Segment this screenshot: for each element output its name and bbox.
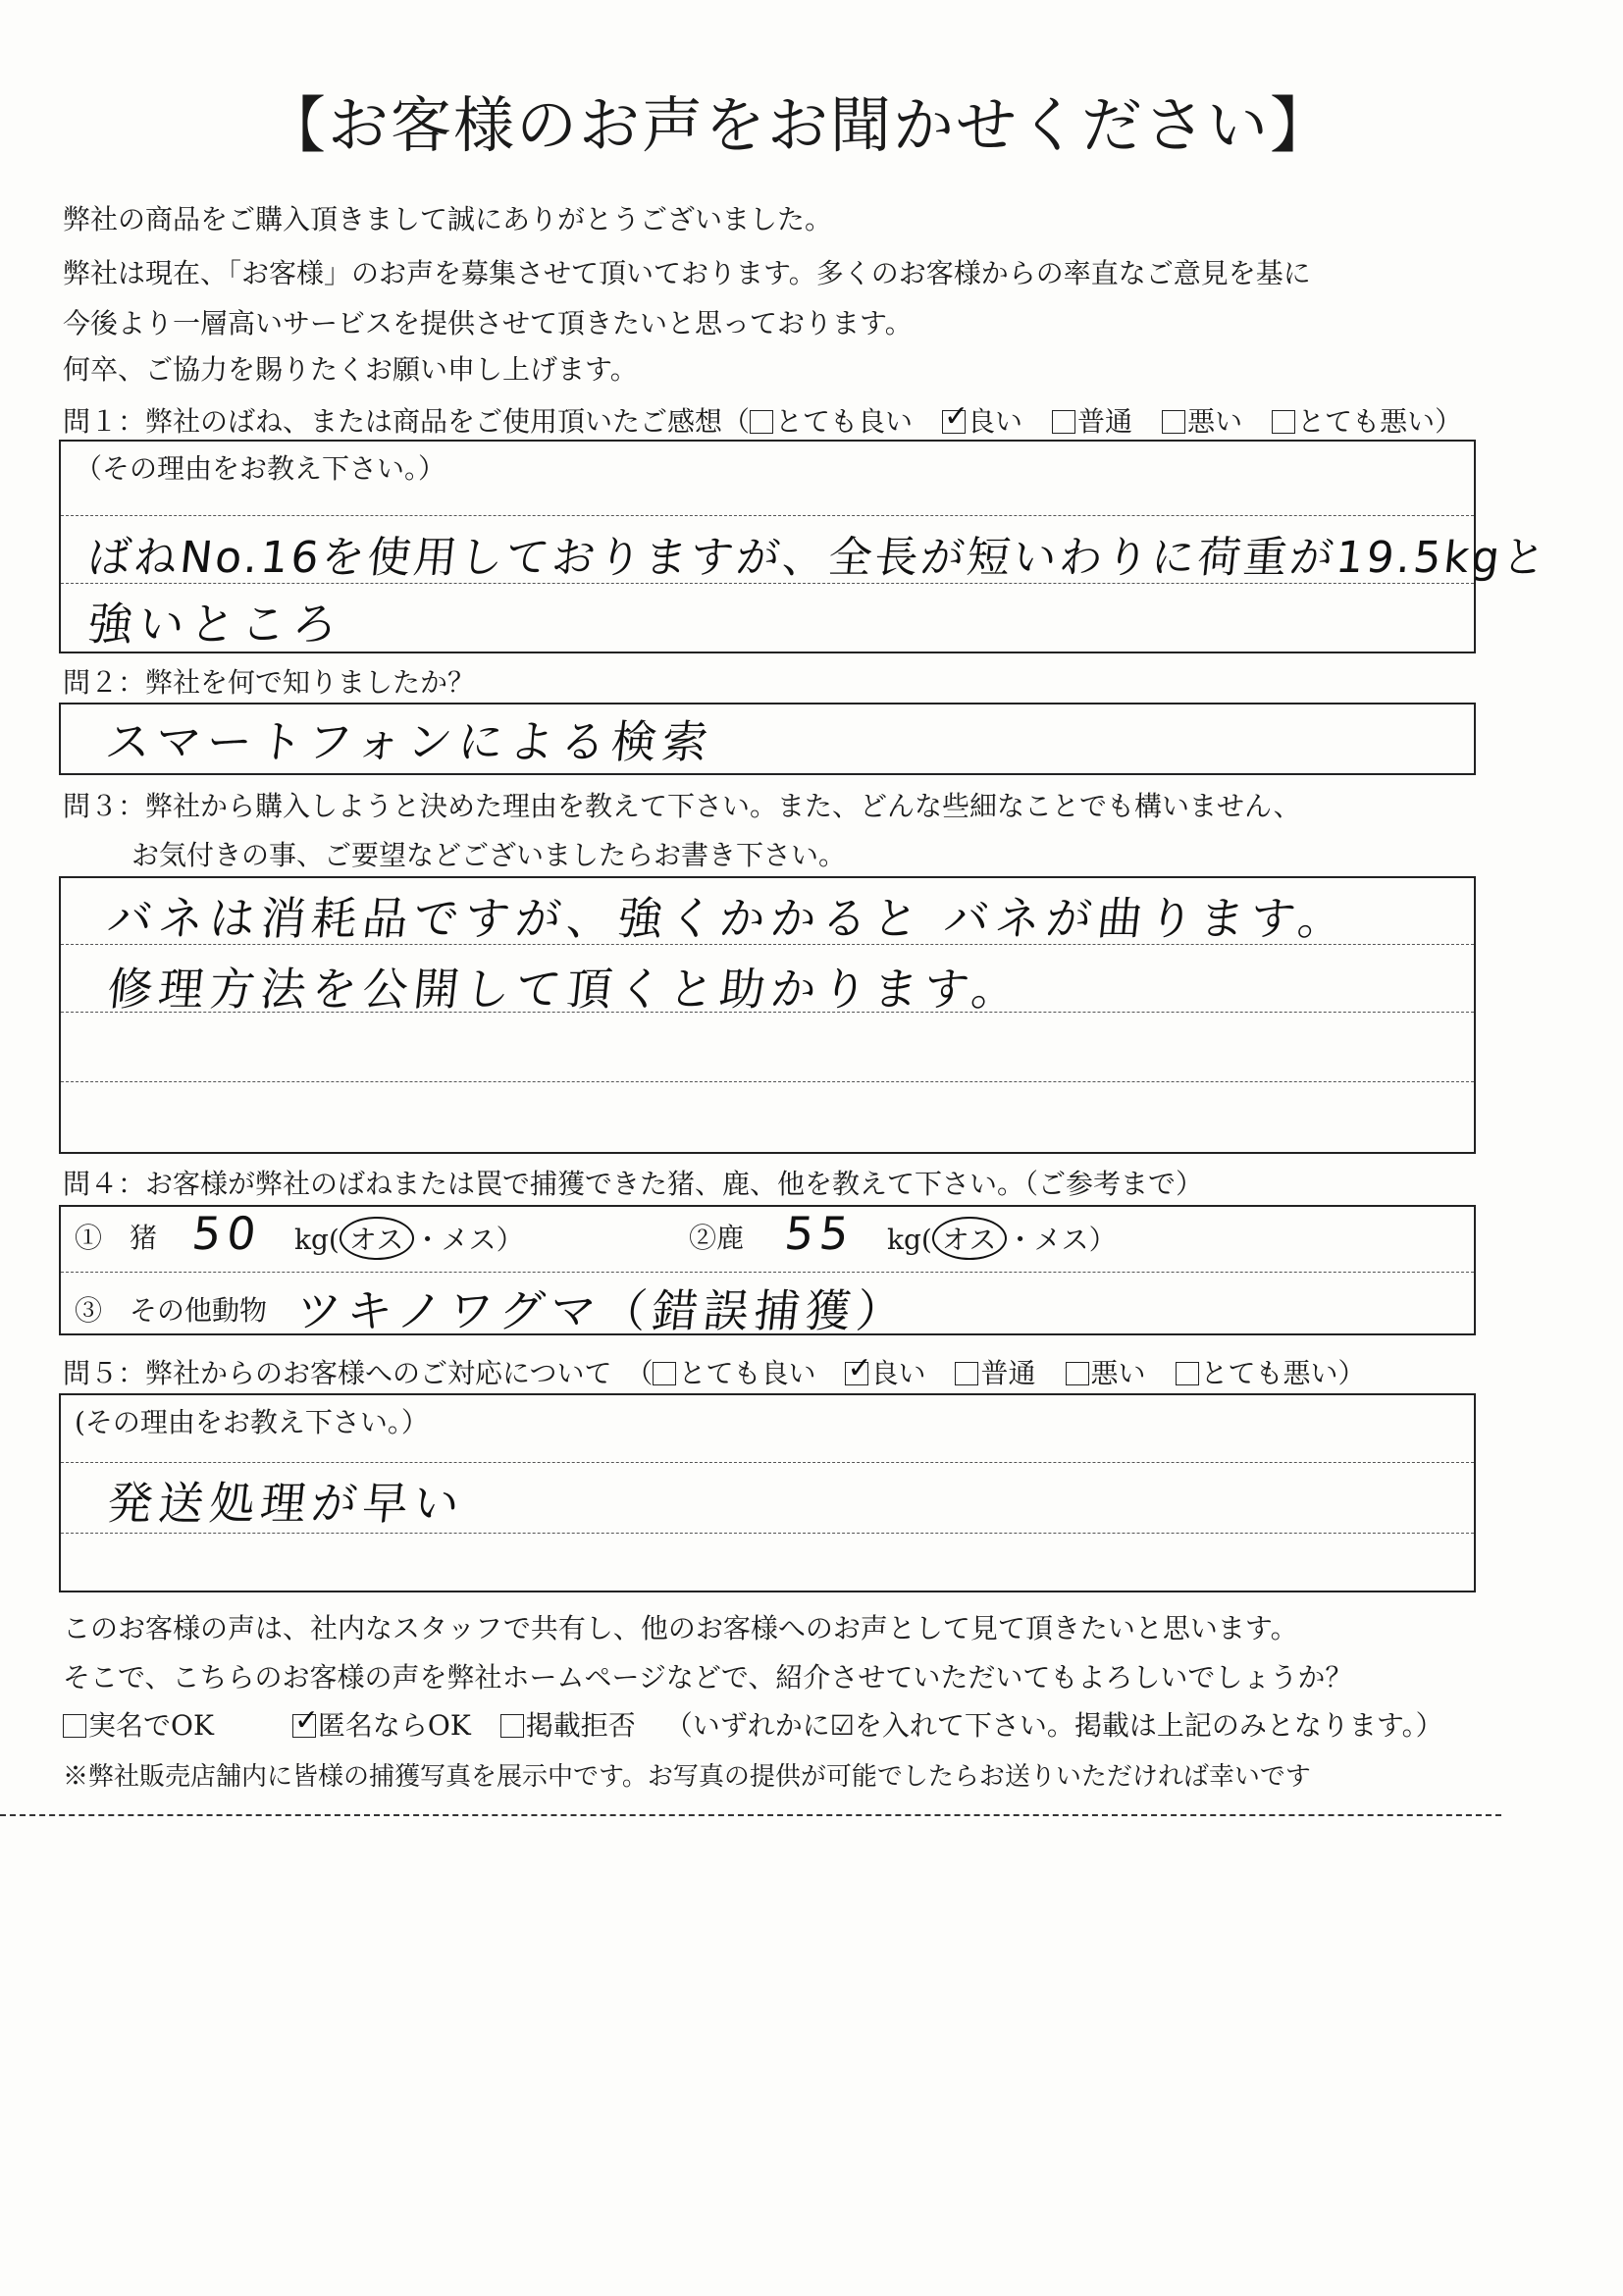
q4-label: 問４：お客様が弊社のばねまたは罠で捕獲できた猪、鹿、他を教えて下さい。（ご参考まで） [63, 1168, 1204, 1200]
answer-rule [61, 1462, 1474, 1463]
q5-option-very-good[interactable]: とても良い [653, 1357, 815, 1389]
answer-rule [61, 515, 1474, 516]
q4-deer-label: ②鹿 [689, 1222, 745, 1254]
q1-answer-line-1[interactable]: ばねNo.16を使用しておりますが、全長が短いわりに荷重が19.5kgと [84, 533, 1551, 583]
publish-note: （いずれかに☑を入れて下さい。掲載は上記のみとなります。） [664, 1709, 1443, 1742]
checkbox-icon[interactable] [1176, 1362, 1199, 1385]
q1-option-very-good[interactable]: とても良い [750, 405, 913, 438]
q3-answer-line-1[interactable]: バネは消耗品ですが、強くかかると バネが曲ります。 [104, 892, 1352, 945]
q1-label: 問１：弊社のばね、または商品をご使用頂いたご感想（ とても良い✓ 良い 普通 悪い とても悪い） [63, 400, 1462, 440]
q4-other-answer[interactable]: ツキノワグマ（錯誤捕獲） [292, 1284, 911, 1337]
answer-rule [61, 1272, 1474, 1273]
checkbox-icon[interactable] [63, 1714, 86, 1738]
q4-boar-row: ① 猪 [75, 1222, 158, 1254]
q4-boar-sex: kg( オス ・メス） [294, 1217, 524, 1260]
checkbox-icon[interactable] [1066, 1362, 1089, 1385]
intro-line-4: 何卒、ご協力を賜りたくお願い申し上げます。 [63, 353, 638, 386]
q4-boar-weight[interactable]: 50 [189, 1207, 265, 1260]
publish-option-refuse[interactable]: 掲載拒否 [500, 1704, 636, 1744]
checkbox-icon[interactable] [653, 1362, 676, 1385]
q1-option-good[interactable]: ✓ 良い [942, 400, 1022, 440]
q4-other-label: ③ その他動物 [75, 1294, 268, 1327]
q2-label: 問２：弊社を何で知りましたか？ [63, 666, 476, 699]
intro-line-1: 弊社の商品をご購入頂きまして誠にありがとうございました。 [63, 203, 833, 235]
answer-rule [61, 1533, 1474, 1534]
q5-answer[interactable]: 発送処理が早い [104, 1477, 468, 1530]
q3-label-line-1: 問３：弊社から購入しようと決めた理由を教えて下さい。また、どんな些細なことでも構いません、 [63, 790, 1301, 822]
photo-note: ※弊社販売店舗内に皆様の捕獲写真を展示中です。お写真の提供が可能でしたらお送りいただければ幸いです [63, 1762, 1311, 1792]
cut-line [0, 1814, 1501, 1816]
closing-line-1: このお客様の声は、社内なスタッフで共有し、他のお客様へのお声として見て頂きたいと思います。 [63, 1612, 1298, 1644]
checkbox-icon[interactable] [750, 410, 773, 434]
publish-option-real-name[interactable]: 実名でOK [63, 1709, 214, 1742]
q5-reason-prompt: (その理由をお教え下さい。） [75, 1406, 429, 1438]
male-circled[interactable]: オス [340, 1217, 414, 1260]
checkbox-icon[interactable] [955, 1362, 978, 1385]
checkbox-icon[interactable] [500, 1714, 524, 1738]
closing-line-2: そこで、こちらのお客様の声を弊社ホームページなどで、紹介させていただいてもよろしいでしょうか？ [63, 1661, 1353, 1694]
q5-option-normal[interactable]: 普通 [955, 1352, 1035, 1391]
checkbox-checked-icon[interactable] [292, 1714, 316, 1738]
q3-label-line-2: お気付きの事、ご要望などございましたらお書き下さい。 [131, 839, 847, 871]
q1-reason-prompt: （その理由をお教え下さい。） [75, 452, 446, 485]
q5-option-good[interactable]: ✓ 良い [845, 1352, 925, 1391]
q5-option-bad[interactable]: 悪い [1066, 1352, 1146, 1391]
q1-option-very-bad[interactable]: とても悪い） [1272, 400, 1462, 440]
checkbox-checked-icon[interactable] [942, 410, 966, 434]
intro-line-2: 弊社は現在、「お客様」のお声を募集させて頂いております。多くのお客様からの率直なご意見を基に [63, 257, 1311, 289]
male-circled[interactable]: オス [932, 1217, 1007, 1260]
checkbox-checked-icon[interactable] [845, 1362, 868, 1385]
q5-option-very-bad[interactable]: とても悪い） [1176, 1352, 1366, 1391]
q2-answer[interactable]: スマートフォンによる検索 [102, 715, 716, 768]
answer-rule [61, 1081, 1474, 1082]
q1-option-normal[interactable]: 普通 [1052, 400, 1132, 440]
q3-answer-line-2[interactable]: 修理方法を公開して頂くと助かります。 [104, 963, 1025, 1016]
q1-option-bad[interactable]: 悪い [1162, 400, 1242, 440]
intro-line-3: 今後より一層高いサービスを提供させて頂きたいと思っております。 [63, 307, 913, 339]
checkbox-icon[interactable] [1162, 410, 1185, 434]
q4-deer-weight[interactable]: 55 [782, 1207, 858, 1260]
checkbox-icon[interactable] [1052, 410, 1075, 434]
q5-label: 問５：弊社からのお客様へのご対応について （ とても良い✓ 良い 普通 悪い とても悪い） [63, 1352, 1366, 1391]
q4-deer-sex: kg( オス ・メス） [887, 1217, 1117, 1260]
checkbox-icon[interactable] [1272, 410, 1295, 434]
q1-answer-line-2[interactable]: 強いところ [84, 598, 346, 651]
publish-options [63, 1704, 1443, 1744]
form-title: 【お客様のお声をお聞かせください】 [265, 89, 1334, 161]
publish-option-anonymous[interactable]: ✓ 匿名ならOK [292, 1704, 471, 1744]
